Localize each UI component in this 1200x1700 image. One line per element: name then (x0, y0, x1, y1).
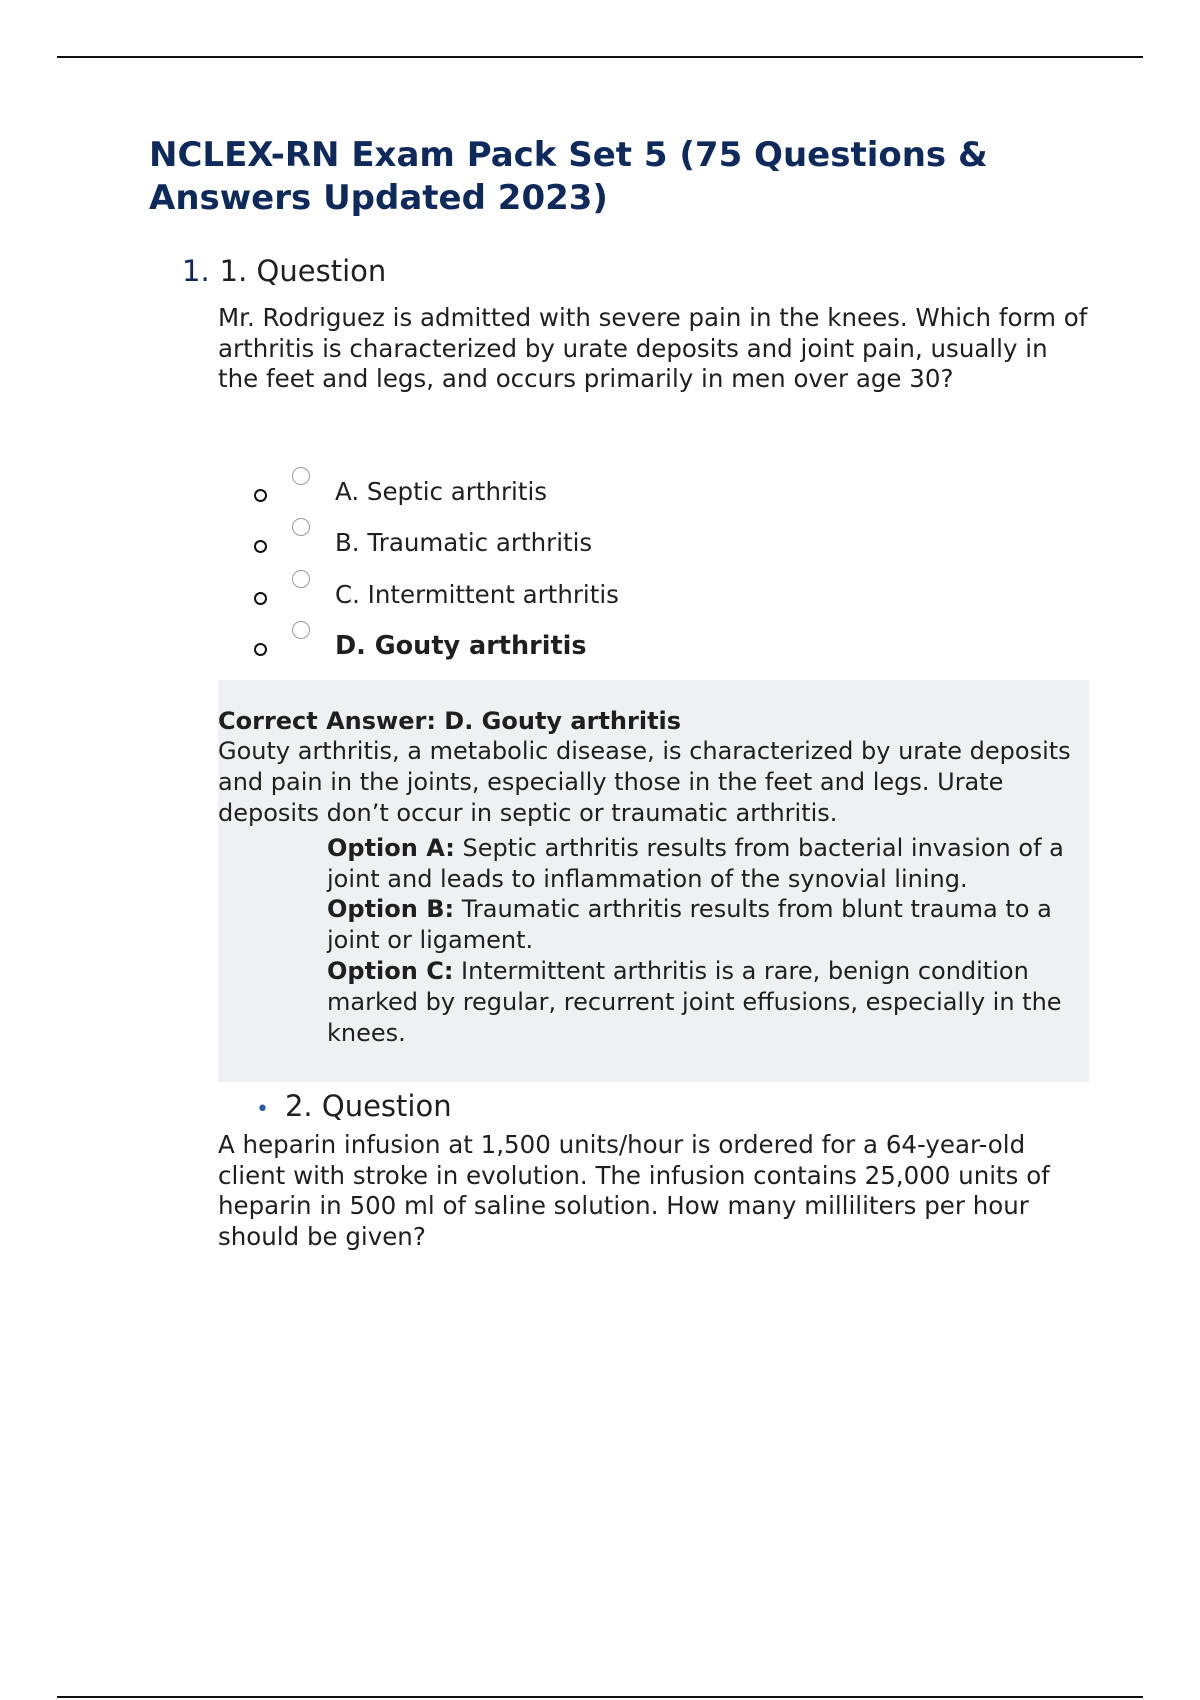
explanation-text: Intermittent arthritis is a rare, benign condition marked by regular, recurrent joint effusions, especially in the knees. (327, 957, 1062, 1047)
explanation-text: Traumatic arthritis results from blunt trauma to a joint or ligament. (327, 895, 1052, 954)
question-2-text: A heparin infusion at 1,500 units/hour is ordered for a 64-year-old client with stroke in evolution. The infusion contains 25,000 units of heparin in 500 ml of saline solution. How many milliliters per hour should be given? (218, 1130, 1050, 1251)
page-title: NCLEX-RN Exam Pack Set 5 (75 Questions & Answers Updated 2023) (149, 135, 988, 218)
list-bullet-icon (254, 489, 267, 502)
question-2-heading (256, 1088, 452, 1128)
radio-button-icon[interactable] (292, 518, 310, 536)
question-1-heading (182, 253, 386, 289)
option-d-label: D. Gouty arthritis (335, 631, 587, 661)
option-c-label: C. Intermittent arthritis (335, 580, 619, 609)
radio-button-icon[interactable] (292, 621, 310, 639)
header-rule (57, 56, 1143, 58)
list-bullet-icon (254, 592, 267, 605)
list-number: 1. (182, 254, 210, 288)
bullet-icon: • (256, 1097, 269, 1122)
option-a-label: A. Septic arthritis (335, 477, 548, 506)
answer-rationale: Gouty arthritis, a metabolic disease, is characterized by urate deposits and pain in the joints, especially those in the feet and legs. Urate deposits don’t occur in septic or traumatic arthritis. (218, 737, 1071, 827)
option-b-explanation (327, 894, 1087, 956)
explanation-label: Option C: (327, 957, 454, 985)
radio-button-icon[interactable] (292, 570, 310, 588)
explanation-label: Option A: (327, 834, 455, 862)
explanation-label: Option B: (327, 895, 455, 923)
explanation-text: Septic arthritis results from bacterial invasion of a joint and leads to inflammation of the synovial lining. (327, 834, 1064, 893)
question-heading-label: 2. Question (284, 1089, 452, 1123)
option-a-explanation (327, 833, 1087, 895)
question-heading-label: 1. Question (219, 254, 387, 288)
question-1-text: Mr. Rodriguez is admitted with severe pain in the knees. Which form of arthritis is characterized by urate deposits and joint pain, usually in the feet and legs, and occurs primarily in men over age 30? (218, 303, 1088, 393)
option-c-explanation (327, 956, 1087, 1049)
list-bullet-icon (254, 643, 267, 656)
correct-answer-heading: Correct Answer: D. Gouty arthritis (218, 707, 682, 735)
radio-button-icon[interactable] (292, 467, 310, 485)
option-b-label: B. Traumatic arthritis (335, 528, 593, 557)
footer-rule (57, 1696, 1143, 1698)
list-bullet-icon (254, 540, 267, 553)
